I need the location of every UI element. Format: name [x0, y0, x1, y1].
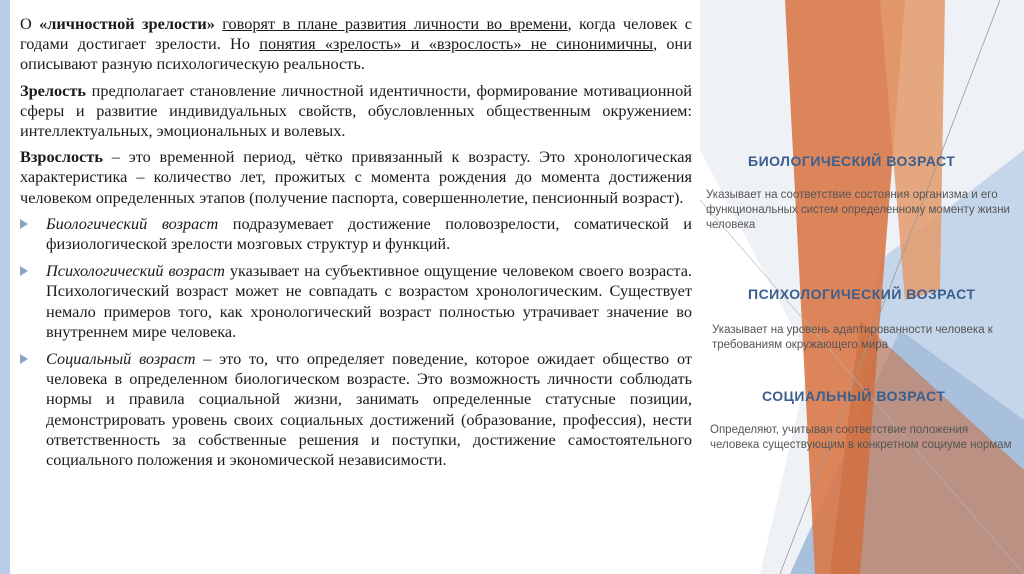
main-text — [20, 14, 692, 477]
triangle-bullet-icon — [20, 266, 28, 276]
paragraph-maturity: Зрелость предполагает становление личностной идентичности, формирование мотивационной сферы и развитие индивидуальных свойств, обусловленных общественным окружением: интеллектуальных, эмоциональных и волевых. — [20, 80, 692, 141]
paragraph-maturity-intro: О «личностной зрелости» говорят в плане развития личности во времени, когда человек с годами достигает зрелости. Но понятия «зрелость» и «взрослость» не синонимичны, они описывают разную психологическую реальность. — [20, 14, 692, 74]
bullet-social-age: Социальный возраст – это то, что определяет поведение, которое ожидает общество от человека в определенном биологическом возрасте. Это возможность личности соблюдать нормы и правила социальной жизни, занимать определенные статусные позиции, демонстрировать уровень своих социальных достижений (образование, профессия), нести ответственность за собственные решения и поступки, достижение самостоятельного социального положения и экономической независимости. — [20, 349, 692, 470]
bio-age-title: БИОЛОГИЧЕСКИЙ ВОЗРАСТ — [748, 153, 956, 169]
psy-age-title: ПСИХОЛОГИЧЕСКИЙ ВОЗРАСТ — [748, 286, 976, 302]
paragraph-adulthood: Взрослость – это временной период, чётко привязанный к возрасту. Это хронологическая характеристика – количество лет, прожитых с момента рождения до момента достижения человеком определенных этапов (получение паспорта, совершеннолетие, пенсионный возраст). — [20, 147, 692, 207]
soc-age-desc: Определяют, учитывая соответствие положения человека существующим в конкретном социуме нормам — [710, 424, 1012, 451]
bullet-psychological-age: Психологический возраст указывает на субъективное ощущение человеком своего возраста. Психологический возраст может не совпадать с возрастом хронологическим. Существует немало примеров того, как хронологический возраст полностью утрачивает значение во внутреннем мире человека. — [20, 261, 692, 342]
bullet-biological-age: Биологический возраст подразумевает достижение половозрелости, соматической и физиологической зрелости мозговых структур и функций. — [20, 214, 692, 254]
soc-age-title: СОЦИАЛЬНЫЙ ВОЗРАСТ — [762, 388, 946, 404]
psy-age-desc: Указывает на уровень адаптированности человека к требованиям окружающего мира — [712, 324, 993, 351]
triangle-bullet-icon — [20, 219, 28, 229]
triangle-bullet-icon — [20, 354, 28, 364]
bio-age-desc: Указывает на соответствие состояния организма и его функциональных систем определенному моменту жизни человека — [706, 189, 1010, 231]
